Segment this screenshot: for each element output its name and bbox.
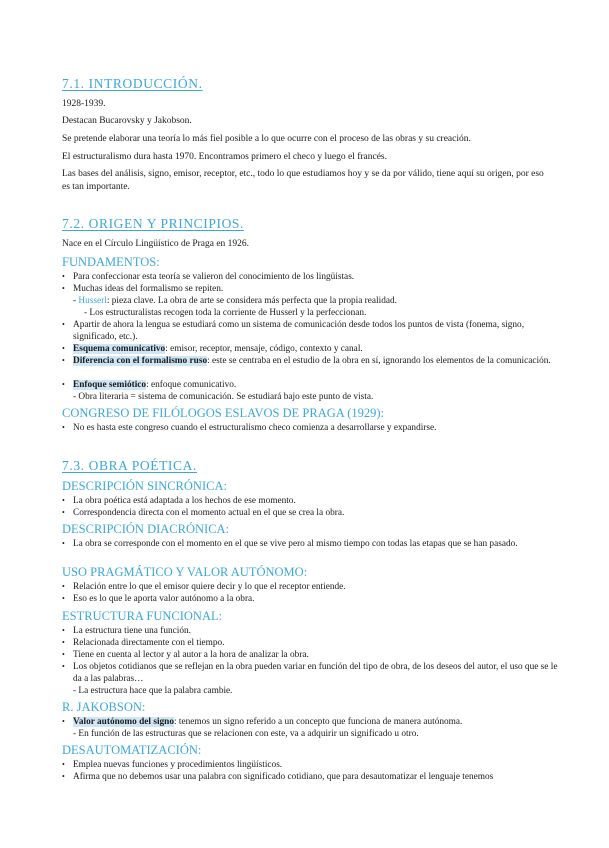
highlighted-term: Valor autónomo del signo [73,717,174,727]
paragraph: Las bases del análisis, signo, emisor, receptor, etc., todo lo que estudiamos hoy y se da por válido, tiene aquí su origen, por eso es tan importante. [62,169,544,192]
subheading-congreso: CONGRESO DE FILÓLOGOS ESLAVOS DE PRAGA (1929): [62,406,385,420]
sub-item: - Husserl: pieza clave. La obra de arte se considera más perfecta que la propia realidad. [73,296,397,306]
subheading-jakobson: R. JAKOBSON: [62,700,146,714]
section-title-obra-poetica: 7.3. OBRA POÉTICA. [62,458,197,473]
sub-item: - La estructura hace que la palabra cambie. [73,686,233,696]
highlighted-term: Diferencia con el formalismo ruso [73,356,208,366]
subheading-fundamentos: FUNDAMENTOS: [62,255,160,269]
paragraph: Se pretende elaborar una teoría lo más fiel posible a lo que ocurre con el proceso de las obras y su creación. [62,134,471,144]
list-item: • Emplea nuevas funciones y procedimientos lingüísticos. [62,759,563,771]
subheading-sincronica: DESCRIPCIÓN SINCRÓNICA: [62,479,227,493]
paragraph: Destacan Bucarovsky y Jakobson. [62,116,192,126]
section-title-introduccion: 7.1. INTRODUCCIÓN. [62,76,203,91]
list-item: • Diferencia con el formalismo ruso: este se centraba en el estudio de la obra en sí, ignorando los elementos de la comunicación. [62,355,563,367]
list-item: • Esquema comunicativo: emisor, receptor, mensaje, código, contexto y canal. [62,343,563,355]
list-item: • Eso es lo que le aporta valor autónomo a la obra. [62,593,563,605]
paragraph: 1928-1939. [62,99,106,109]
subheading-diacronica: DESCRIPCIÓN DIACRÓNICA: [62,522,230,536]
list-item: • Apartir de ahora la lengua se estudiará como un sistema de comunicación desde todos los puntos de vista (fonema, signo, significado, etc.). [62,319,563,343]
list-item: • Afirma que no debemos usar una palabra con significado cotidiano, que para desautomatizar el lenguaje tenemos [62,771,563,783]
list-item: • La obra poética está adaptada a los hechos de ese momento. [62,495,563,507]
list-item: • Correspondencia directa con el momento actual en el que se crea la obra. [62,507,563,519]
term: Husserl [78,296,107,306]
highlighted-term: Enfoque semiótico [73,380,147,390]
list-item: • La obra se corresponde con el momento en el que se vive pero al mismo tiempo con todas las etapas que se han pasado. [62,538,563,550]
sub-item: - En función de las estructuras que se relacionen con este, va a adquirir un significado u otro. [73,729,419,739]
subheading-estructura: ESTRUCTURA FUNCIONAL: [62,609,223,623]
paragraph: Nace en el Círculo Lingüístico de Praga en 1926. [62,239,250,249]
list-item: • Relacionada directamente con el tiempo. [62,637,563,649]
list-item: • Para confeccionar esta teoría se valieron del conocimiento de los lingüistas. [62,271,563,283]
paragraph: El estructuralismo dura hasta 1970. Encontramos primero el checo y luego el francés. [62,152,387,162]
list-item: • Los objetos cotidianos que se reflejan en la obra pueden variar en función del tipo de obra, de los deseos del autor, el uso que se le da a las palabras… [62,661,563,685]
list-item: • Relación entre lo que el emisor quiere decir y lo que el receptor entiende. [62,581,563,593]
list-item: • Muchas ideas del formalismo se repiten. [62,283,563,295]
section-title-origen: 7.2. ORIGEN Y PRINCIPIOS. [62,216,245,231]
subheading-uso-pragmatico: USO PRAGMÁTICO Y VALOR AUTÓNOMO: [62,565,308,579]
sub-item: - Los estructuralistas recogen toda la corriente de Husserl y la perfeccionan. [84,308,367,318]
list-item: • Enfoque semiótico: enfoque comunicativo. [62,379,563,391]
subheading-desautomatizacion: DESAUTOMATIZACIÓN: [62,743,202,757]
list-item: • No es hasta este congreso cuando el estructuralismo checo comienza a desarrollarse y expandirse. [62,422,563,434]
sub-item: - Obra literaria = sistema de comunicación. Se estudiará bajo este punto de vista. [73,392,374,402]
highlighted-term: Esquema comunicativo [73,344,166,354]
list-item: • La estructura tiene una función. [62,625,563,637]
list-item: • Valor autónomo del signo: tenemos un signo referido a un concepto que funciona de manera autónoma. [62,716,563,728]
list-item: • Tiene en cuenta al lector y al autor a la hora de analizar la obra. [62,649,563,661]
